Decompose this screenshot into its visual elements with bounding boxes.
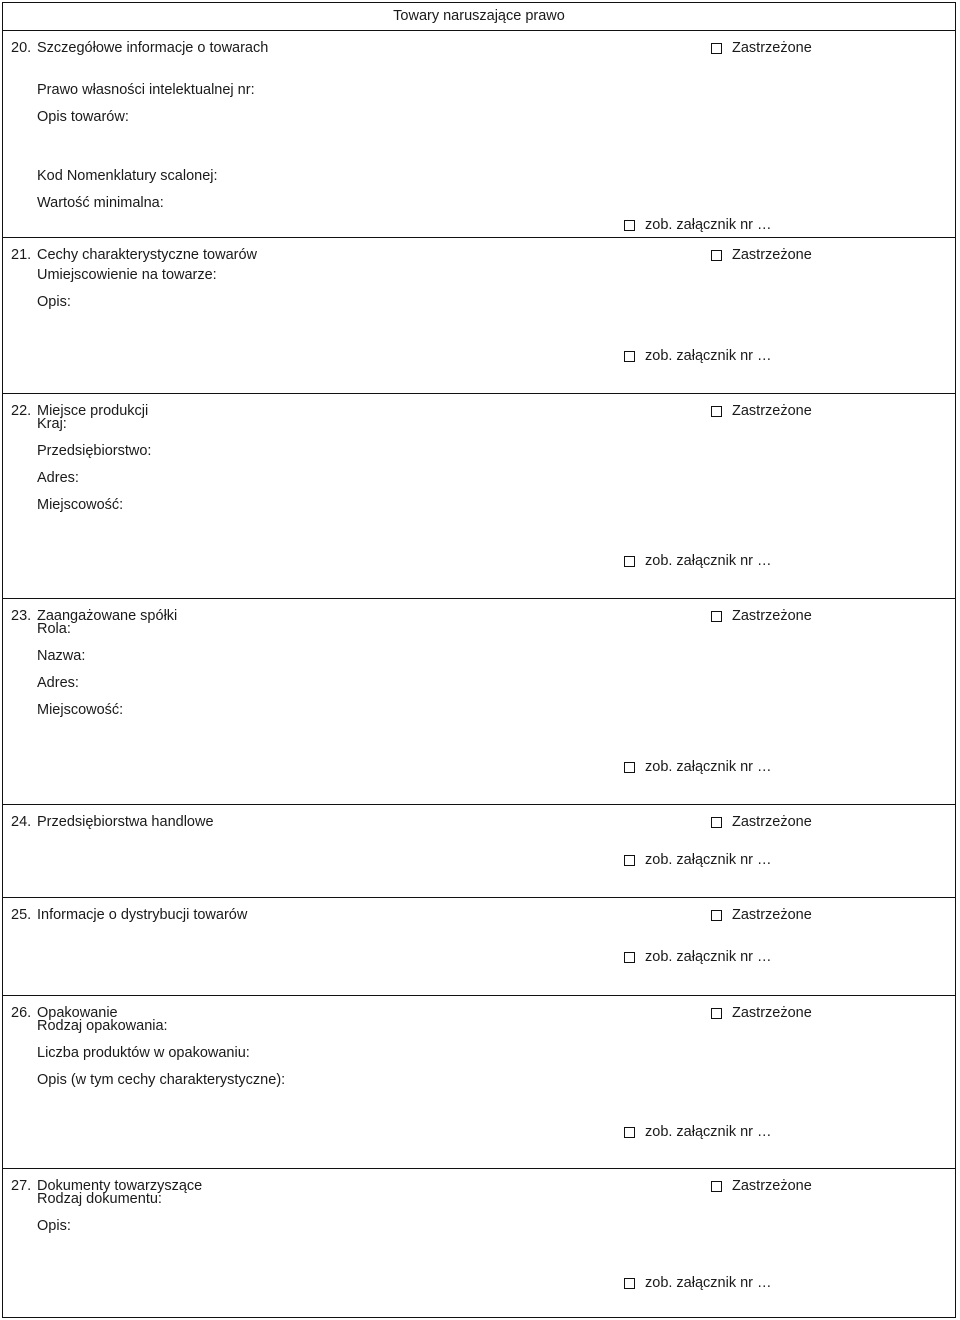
- attachment-label: zob. załącznik nr …: [645, 852, 772, 868]
- field-label: Opis:: [37, 294, 71, 310]
- section-26: [3, 996, 955, 1169]
- section-23: [3, 599, 955, 805]
- section-title: Opakowanie: [37, 1005, 118, 1021]
- field-label: Liczba produktów w opakowaniu:: [37, 1045, 250, 1061]
- restricted-checkbox[interactable]: [711, 1181, 722, 1192]
- attachment-label: zob. załącznik nr …: [645, 348, 772, 364]
- field-label: Opis:: [37, 1218, 71, 1234]
- section-21: [3, 238, 955, 394]
- restricted-label: Zastrzeżone: [732, 608, 812, 624]
- field-label: Miejscowość:: [37, 702, 124, 718]
- restricted-checkbox[interactable]: [711, 406, 722, 417]
- field-label: Rola:: [37, 621, 71, 637]
- attachment-checkbox[interactable]: [624, 762, 635, 773]
- field-label: Miejscowość:: [37, 497, 124, 513]
- field-label: Prawo własności intelektualnej nr:: [37, 82, 255, 98]
- form-frame: [2, 2, 956, 1318]
- section-title: Przedsiębiorstwa handlowe: [37, 814, 214, 830]
- restricted-checkbox[interactable]: [711, 611, 722, 622]
- field-label: Opis (w tym cechy charakterystyczne):: [37, 1072, 286, 1088]
- attachment-label: zob. załącznik nr …: [645, 759, 772, 775]
- section-25: [3, 898, 955, 996]
- restricted-label: Zastrzeżone: [732, 40, 812, 56]
- field-label: Adres:: [37, 470, 79, 486]
- attachment-checkbox[interactable]: [624, 220, 635, 231]
- section-title: Informacje o dystrybucji towarów: [37, 907, 248, 923]
- attachment-label: zob. załącznik nr …: [645, 1275, 772, 1291]
- restricted-label: Zastrzeżone: [732, 1005, 812, 1021]
- section-number: 25.: [11, 907, 32, 923]
- attachment-label: zob. załącznik nr …: [645, 553, 772, 569]
- section-number: 20.: [11, 40, 32, 56]
- field-label: Przedsiębiorstwo:: [37, 443, 152, 459]
- attachment-label: zob. załącznik nr …: [645, 217, 772, 233]
- attachment-checkbox[interactable]: [624, 855, 635, 866]
- attachment-checkbox[interactable]: [624, 556, 635, 567]
- attachment-checkbox[interactable]: [624, 1127, 635, 1138]
- field-label: Opis towarów:: [37, 109, 129, 125]
- section-number: 22.: [11, 403, 32, 419]
- field-label: Nazwa:: [37, 648, 86, 664]
- attachment-checkbox[interactable]: [624, 1278, 635, 1289]
- field-label: Kraj:: [37, 416, 67, 432]
- section-22: [3, 394, 955, 599]
- section-title: Dokumenty towarzyszące: [37, 1178, 203, 1194]
- field-label: Wartość minimalna:: [37, 195, 164, 211]
- section-number: 21.: [11, 247, 32, 263]
- field-label: Adres:: [37, 675, 79, 691]
- restricted-checkbox[interactable]: [711, 910, 722, 921]
- section-number: 24.: [11, 814, 32, 830]
- restricted-checkbox[interactable]: [711, 817, 722, 828]
- restricted-checkbox[interactable]: [711, 43, 722, 54]
- restricted-label: Zastrzeżone: [732, 247, 812, 263]
- field-label: Rodzaj dokumentu:: [37, 1191, 162, 1207]
- section-24: [3, 805, 955, 898]
- restricted-checkbox[interactable]: [711, 1008, 722, 1019]
- section-title: Cechy charakterystyczne towarów: [37, 247, 257, 263]
- section-title: Zaangażowane spółki: [37, 608, 178, 624]
- section-number: 27.: [11, 1178, 32, 1194]
- field-label: Umiejscowienie na towarze:: [37, 267, 217, 283]
- restricted-checkbox[interactable]: [711, 250, 722, 261]
- attachment-checkbox[interactable]: [624, 351, 635, 362]
- section-27: [3, 1169, 955, 1319]
- section-number: 26.: [11, 1005, 32, 1021]
- restricted-label: Zastrzeżone: [732, 1178, 812, 1194]
- field-label: Kod Nomenklatury scalonej:: [37, 168, 218, 184]
- form-title: Towary naruszające prawo: [3, 3, 955, 31]
- field-label: Rodzaj opakowania:: [37, 1018, 168, 1034]
- section-number: 23.: [11, 608, 32, 624]
- attachment-label: zob. załącznik nr …: [645, 1124, 772, 1140]
- section-title: Miejsce produkcji: [37, 403, 149, 419]
- restricted-label: Zastrzeżone: [732, 907, 812, 923]
- restricted-label: Zastrzeżone: [732, 403, 812, 419]
- attachment-checkbox[interactable]: [624, 952, 635, 963]
- attachment-label: zob. załącznik nr …: [645, 949, 772, 965]
- restricted-label: Zastrzeżone: [732, 814, 812, 830]
- section-title: Szczegółowe informacje o towarach: [37, 40, 269, 56]
- section-20: [3, 31, 955, 238]
